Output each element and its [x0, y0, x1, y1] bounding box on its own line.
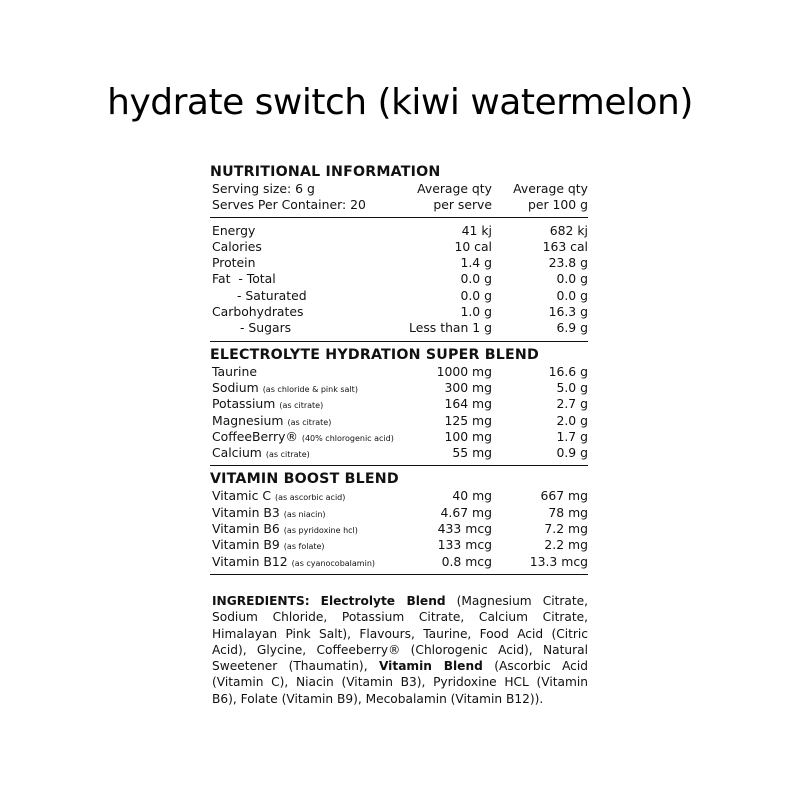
nutrient-label: Protein: [212, 255, 256, 271]
nutrient-label: Fat - Total: [212, 271, 276, 287]
table-row: [210, 364, 588, 380]
nutrition-heading: NUTRITIONAL INFORMATION: [210, 164, 441, 180]
serving-size: Serving size: 6 g: [212, 181, 315, 196]
ingredient-label: Calcium: [212, 445, 262, 461]
per-serve-value: 433 mcg: [437, 521, 492, 537]
ingredient-note: (40% chlorogenic acid): [301, 433, 394, 443]
divider: [210, 217, 588, 218]
per-100g-value: 0.9 g: [556, 445, 588, 461]
per-serve-value: 1.4 g: [460, 255, 492, 271]
divider: [210, 574, 588, 575]
ingredient-cell: [212, 364, 257, 380]
per-serve-value: 100 mg: [444, 428, 492, 444]
per-100g-value: 16.6 g: [548, 363, 588, 379]
ingredient-note: (as folate): [283, 542, 325, 552]
per-serve-value: 1.0 g: [460, 304, 492, 320]
table-row: [210, 488, 588, 504]
per-100g-value: 16.3 g: [548, 304, 588, 320]
per-100g-value: 7.2 mg: [544, 521, 588, 537]
ingredient-note: (as ascorbic acid): [275, 493, 346, 503]
per-serve-value: 10 cal: [454, 238, 492, 254]
vitamin-heading: VITAMIN BOOST BLEND: [210, 471, 399, 488]
nutrient-label: - Sugars: [240, 320, 292, 336]
table-row: [210, 396, 588, 412]
col-header-100g-1: Average qty: [513, 181, 588, 196]
electrolyte-blend-label: Electrolyte Blend: [320, 593, 446, 608]
table-row: [210, 304, 588, 320]
ingredient-label: CoffeeBerry®: [212, 428, 298, 444]
table-row: [210, 320, 588, 336]
ingredient-label: Vitamin B6: [212, 521, 280, 537]
per-serve-value: 40 mg: [452, 488, 492, 504]
nutrition-panel: [210, 164, 588, 707]
table-row: [210, 429, 588, 445]
ingredient-note: (as cyanocobalamin): [291, 558, 376, 568]
per-100g-value: 78 mg: [548, 504, 588, 520]
serving-header-row-1: [210, 181, 588, 197]
ingredient-note: (as chloride & pink salt): [262, 384, 358, 394]
per-serve-value: 125 mg: [444, 412, 492, 428]
table-row: [210, 239, 588, 255]
per-100g-value: 5.0 g: [556, 379, 588, 395]
table-row: [210, 554, 588, 570]
per-serve-value: 133 mcg: [437, 537, 492, 553]
vitamin-blend-label: Vitamin Blend: [378, 659, 483, 674]
per-serve-value: 0.0 g: [460, 271, 492, 287]
per-100g-value: 2.7 g: [556, 396, 588, 412]
divider: [210, 341, 588, 342]
ingredient-note: (as niacin): [283, 509, 326, 519]
per-100g-value: 2.0 g: [556, 412, 588, 428]
ingredient-label: Sodium: [212, 379, 259, 395]
per-serve-value: 55 mg: [452, 445, 492, 461]
ingredient-note: (as pyridoxine hcl): [283, 526, 358, 536]
nutrient-label: Calories: [212, 238, 262, 254]
ingredient-label: Vitamin B9: [212, 537, 280, 553]
per-serve-value: 41 kj: [461, 222, 492, 238]
ingredient-note: (as citrate): [279, 401, 324, 411]
per-serve-value: 0.8 mcg: [441, 553, 492, 569]
ingredient-note: (as citrate): [287, 417, 332, 427]
per-100g-value: 163 cal: [542, 238, 588, 254]
serves-per-container: Serves Per Container: 20: [212, 197, 366, 213]
table-row: [210, 521, 588, 537]
vitamin-blend-text: (Ascorbic Acid (Vitamin C), Niacin (Vitamin B3), Pyridoxine HCL (Vitamin B6), Folate (Vitamin B9), Mecobalamin (Vitamin B12)).: [212, 659, 589, 706]
per-100g-value: 2.2 mg: [544, 537, 588, 553]
serving-header-row-2: [210, 197, 588, 213]
nutrient-label: - Saturated: [237, 287, 307, 303]
nutrient-label: Carbohydrates: [212, 304, 304, 320]
per-100g-value: 667 mg: [540, 488, 588, 504]
table-row: [210, 223, 588, 239]
per-serve-value: 0.0 g: [460, 287, 492, 303]
ingredient-label: Magnesium: [212, 412, 284, 428]
table-row: [210, 288, 588, 304]
per-100g-value: 1.7 g: [556, 428, 588, 444]
per-serve-value: 164 mg: [444, 396, 492, 412]
ingredient-note: (as citrate): [265, 450, 310, 460]
col-header-serve-2: per serve: [433, 197, 492, 213]
table-row: [210, 445, 588, 461]
electrolyte-blend-text: (Magnesium Citrate, Sodium Chloride, Potassium Citrate, Calcium Citrate, Himalayan Pink Salt), Flavours, Taurine, Food Acid (Citric Acid), Glycine, Coffeeberry® (Chlorogenic Acid), Natural Sweetener (Thaumatin),: [212, 593, 589, 674]
per-100g-value: 682 kj: [549, 222, 588, 238]
col-header-100g-2: per 100 g: [528, 197, 588, 213]
ingredient-label: Potassium: [212, 396, 276, 412]
per-serve-value: Less than 1 g: [409, 320, 492, 336]
table-row: [210, 380, 588, 396]
ingredient-label: Vitamin B12: [212, 553, 288, 569]
table-row: [210, 413, 588, 429]
per-serve-value: 4.67 mg: [440, 504, 492, 520]
per-serve-value: 300 mg: [444, 379, 492, 395]
product-title: hydrate switch (kiwi watermelon): [107, 82, 693, 123]
per-100g-value: 0.0 g: [556, 287, 588, 303]
nutrient-label: Energy: [212, 222, 256, 238]
ingredient-label: Vitamin B3: [212, 504, 280, 520]
ingredient-label: Vitamic C: [212, 488, 272, 504]
per-serve-value: 1000 mg: [436, 363, 492, 379]
per-100g-value: 6.9 g: [556, 320, 588, 336]
ingredient-label: Taurine: [212, 363, 257, 379]
per-100g-value: 13.3 mcg: [529, 553, 588, 569]
per-100g-value: 0.0 g: [556, 271, 588, 287]
table-row: [210, 255, 588, 271]
ingredients-paragraph: [210, 593, 588, 707]
table-row: [210, 537, 588, 553]
ingredients-label: INGREDIENTS:: [212, 593, 310, 608]
divider: [210, 465, 588, 466]
table-row: [210, 505, 588, 521]
table-row: [210, 271, 588, 287]
ingredient-cell: [212, 445, 310, 463]
ingredient-cell: [212, 554, 375, 572]
per-100g-value: 23.8 g: [548, 255, 588, 271]
electrolyte-heading: ELECTROLYTE HYDRATION SUPER BLEND: [210, 346, 539, 363]
col-header-serve-1: Average qty: [417, 181, 492, 196]
